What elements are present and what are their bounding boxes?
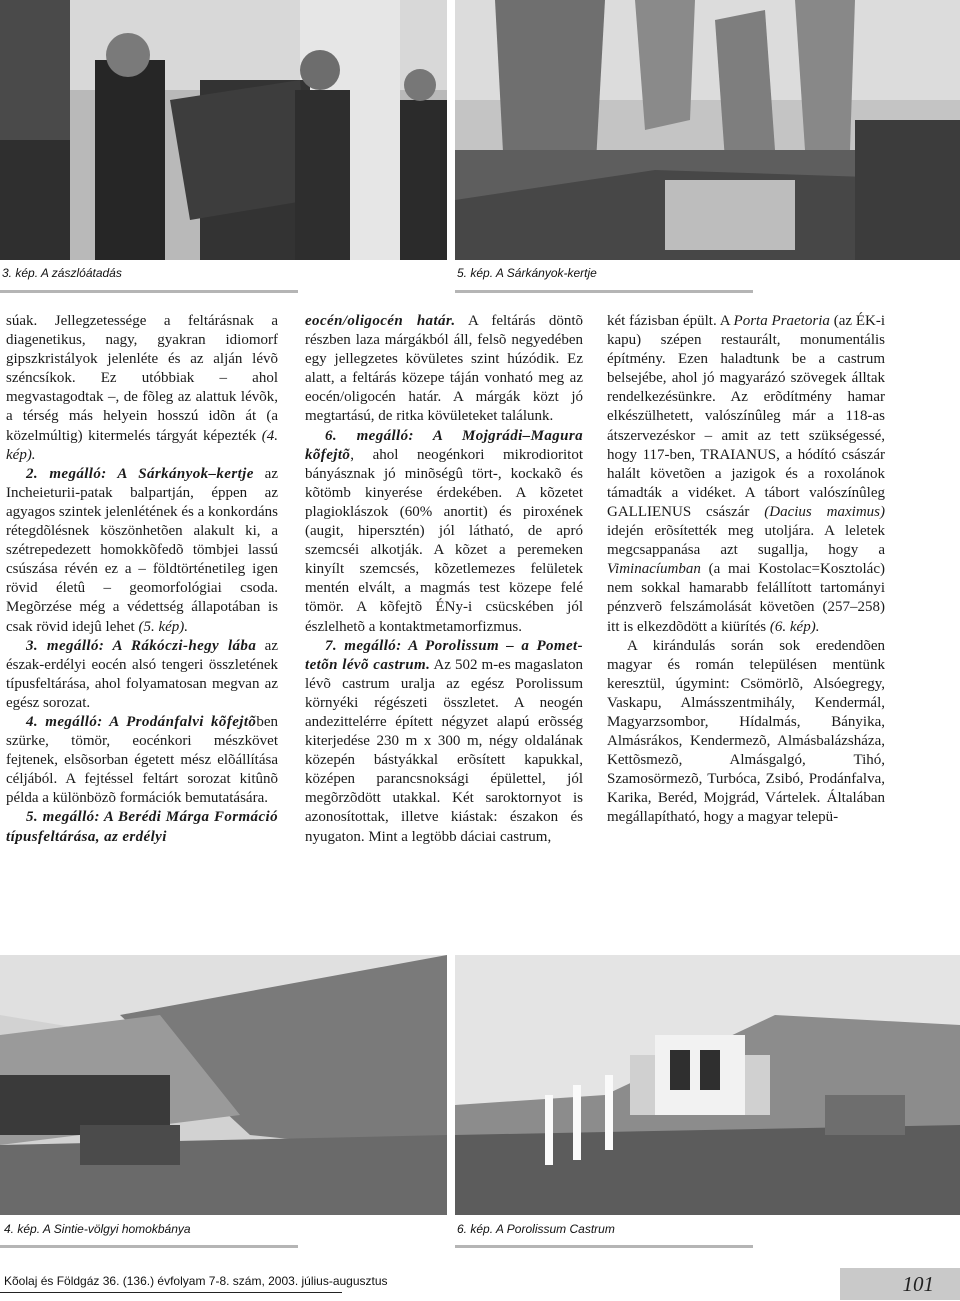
stop-4-text: ben szürke, tömör, eocénkori mészkövet fejtenek, elsõsorban égetett mész elõállítása céljából. A fejtéssel feltárt sorozat kitûnõ példa a különbözõ formációk bemutatására. bbox=[6, 713, 278, 807]
stop-7-paragraph bbox=[305, 637, 583, 847]
flag-ceremony-image bbox=[0, 0, 447, 260]
stop-5-paragraph bbox=[6, 808, 278, 846]
photo-flag-ceremony bbox=[0, 0, 447, 260]
paragraph-text: súak. Jellegzetessége a feltárásnak a diagenetikus, nagy, gyakran idiomorf gipszkristályok jelenléte és az alján lévõ széncsíkok. Ez utóbbiak – ahol megvastagodtak –, de fõleg az alattuk lévõk, a térség más helyein hosszú idõn át (a közelmúltig) kitermelés tárgyát képezték bbox=[6, 313, 278, 444]
page-number: 101 bbox=[902, 1272, 934, 1296]
caption-rule bbox=[0, 1245, 298, 1248]
stop-2-text: az Incheieturii-patak balpartján, éppen az agyagos szintek jelenlétének és a konkordáns rétegdõlésnek köszönhetõen alakult ki, a szétrepedezett homokkõfedõ tömbjei lassú csúszása révén ez a – földtörténetileg igen rövid életû – geomorfológiai csoda. Megõrzése még a védettség állapotában is csak rövid idejû lehet bbox=[6, 465, 278, 635]
stop-2-heading: 2. megálló: A Sárkányok–kertje bbox=[26, 465, 254, 482]
stop-3-text: az észak-erdélyi eocén alsó tengeri összletének típusfeltárása, ahol folyamatosan megvan az egész sorozat. bbox=[6, 637, 278, 711]
photo-dragon-garden bbox=[455, 0, 960, 260]
journal-citation: Kõolaj és Földgáz 36. (136.) évfolyam 7-8. szám, 2003. július-augusztus bbox=[4, 1274, 388, 1288]
photo-porolissum bbox=[455, 955, 960, 1215]
stop-5-continued bbox=[305, 312, 583, 427]
stop-6-heading: 6. megálló: A Mojgrádi–Magura kõfejtõ bbox=[305, 427, 583, 463]
photo4-caption: 4. kép. A Sintie-völgyi homokbánya bbox=[4, 1222, 191, 1236]
porolissum-image bbox=[455, 955, 960, 1215]
figure-reference: (5. kép). bbox=[138, 618, 189, 635]
photo3-caption: 3. kép. A zászlóátadás bbox=[2, 266, 122, 280]
stop-3-heading: 3. megálló: A Rákóczi-hegy lába bbox=[26, 637, 257, 654]
stop-3-paragraph bbox=[6, 637, 278, 713]
stop-5-heading: 5. megálló: A Berédi Márga Formáció típusfeltárása, az erdélyi bbox=[6, 809, 278, 845]
castrum-paragraph bbox=[607, 312, 885, 637]
text-run-italic: Viminacíumban bbox=[607, 561, 701, 578]
text-column-2 bbox=[305, 312, 583, 847]
text-run: (a mai Kostolac=Kosztolác) nem sokkal hamarabb felállított tartományi pénzverõ felszámolását követõen (257–258) itt is elkezdõdött a kiürítés bbox=[607, 561, 885, 635]
photo6-caption: 6. kép. A Porolissum Castrum bbox=[457, 1222, 615, 1236]
figure-reference: (6. kép). bbox=[769, 618, 820, 635]
stop-5-heading-cont: eocén/oligocén határ. bbox=[305, 313, 456, 329]
paragraph bbox=[6, 312, 278, 465]
stop-5-text: A feltárás döntõ részben laza márgákból áll, felsõ negyedében egy jellegzetes kövületes szint húzódik. Ez alatt, a feltárás közepe táján vonható meg az eocén/oligocén határ. A márgák közt jó megtartású, de ritka kövületeket találunk. bbox=[305, 313, 583, 425]
stop-7-heading: 7. megálló: A Porolissum – a Pomet-tetõn lévõ castrum. bbox=[305, 637, 583, 673]
caption-rule bbox=[455, 1245, 753, 1248]
text-run-italic: Porta Praetoria bbox=[733, 313, 830, 329]
caption-rule bbox=[0, 290, 298, 293]
text-run-italic: (Dacius maximus) bbox=[764, 503, 885, 520]
stop-6-paragraph bbox=[305, 427, 583, 637]
text-column-1 bbox=[6, 312, 278, 847]
figure-reference: (4. kép). bbox=[6, 427, 278, 463]
stop-7-text: Az 502 m-es magaslaton lévõ castrum uralja az egész Porolissum környéki régészeti összletet. A neogén andezittelérre épített négyzet alapú erõsség kiterjedése 230 m x 300 m, négy oldalának közepén bástyákkal erõsített kapukkal, középen parancsnoksági épülettel, jól megõrzõdött utakkal. Két saroktornyot is azonosítottak, illetve kiástak: északon és nyugaton. Mint a legtöbb dáciai castrum, bbox=[305, 656, 583, 845]
stop-4-paragraph bbox=[6, 713, 278, 808]
caption-rule bbox=[455, 290, 753, 293]
stop-2-paragraph bbox=[6, 465, 278, 637]
sand-pit-image bbox=[0, 955, 447, 1215]
settlements-paragraph: A kirándulás során sok eredendõen magyar és román településen mentünk keresztül, úgymint: Csömörlõ, Alsóegregy, Vaskapu, Almásszentmihály, Kendermál, Magyarzsombor, Hídalmás, Bányika, Almásrákos, Kendermezõ, Almásbalázsháza, Kettõsmezõ, Almásgalgó, Tihó, Szamosörmezõ, Turbóca, Zsibó, Prodánfalva, Karika, Beréd, Mojgrád, Vártelek. Általában megállapítható, hogy a magyar telepü- bbox=[607, 637, 885, 826]
text-run: (az ÉK-i kapu) szépen restaurált, monumentális építmény. Ezen haladtunk be a castrum belsejébe, ahol jó magyarázó szövegek álltak rendelkezésünkre. Az erõdítmény hamar elkészülhetett, valószínûleg már a 118-as átszervezéskor – amit az tett szükségessé, hogy 117-ben, TRAIANUS, a hódító császár halált követõen a jazigok és a roxolánok támadták a vidéket. A tábort valószínûleg GALLIENUS császár bbox=[607, 313, 886, 520]
photo5-caption: 5. kép. A Sárkányok-kertje bbox=[457, 266, 597, 280]
text-run: idején erõsítették meg utoljára. A leletek megcsappanása azt sugallja, hogy a bbox=[607, 523, 885, 559]
stop-4-heading: 4. megálló: A Prodánfalvi kõfejtõ bbox=[26, 713, 257, 730]
text-column-3 bbox=[607, 312, 885, 828]
stop-6-text: , ahol neogénkori mikrodioritot bányásznak jó minõségû tört-, kockakõ és kõtömb kinyerése érdekében. A kõzetet plagioklászok (60% anortit) és piroxének (augit, hipersztén) jól látható, de apró szemcséi alkotják. A kõzet a peremeken kinyílt szemcsés, kõzetlemezes felületek mentén elvált, a magmás test közepe felé tömör. A kõfejtõ ÉNy-i csücskében jól észlelhetõ a kontaktmetamorfizmus. bbox=[305, 446, 583, 635]
text-run: két fázisban épült. A bbox=[607, 313, 734, 329]
footer-rule bbox=[0, 1292, 342, 1293]
dragon-garden-image bbox=[455, 0, 960, 260]
page-number-badge bbox=[840, 1268, 960, 1300]
photo-sand-pit bbox=[0, 955, 447, 1215]
